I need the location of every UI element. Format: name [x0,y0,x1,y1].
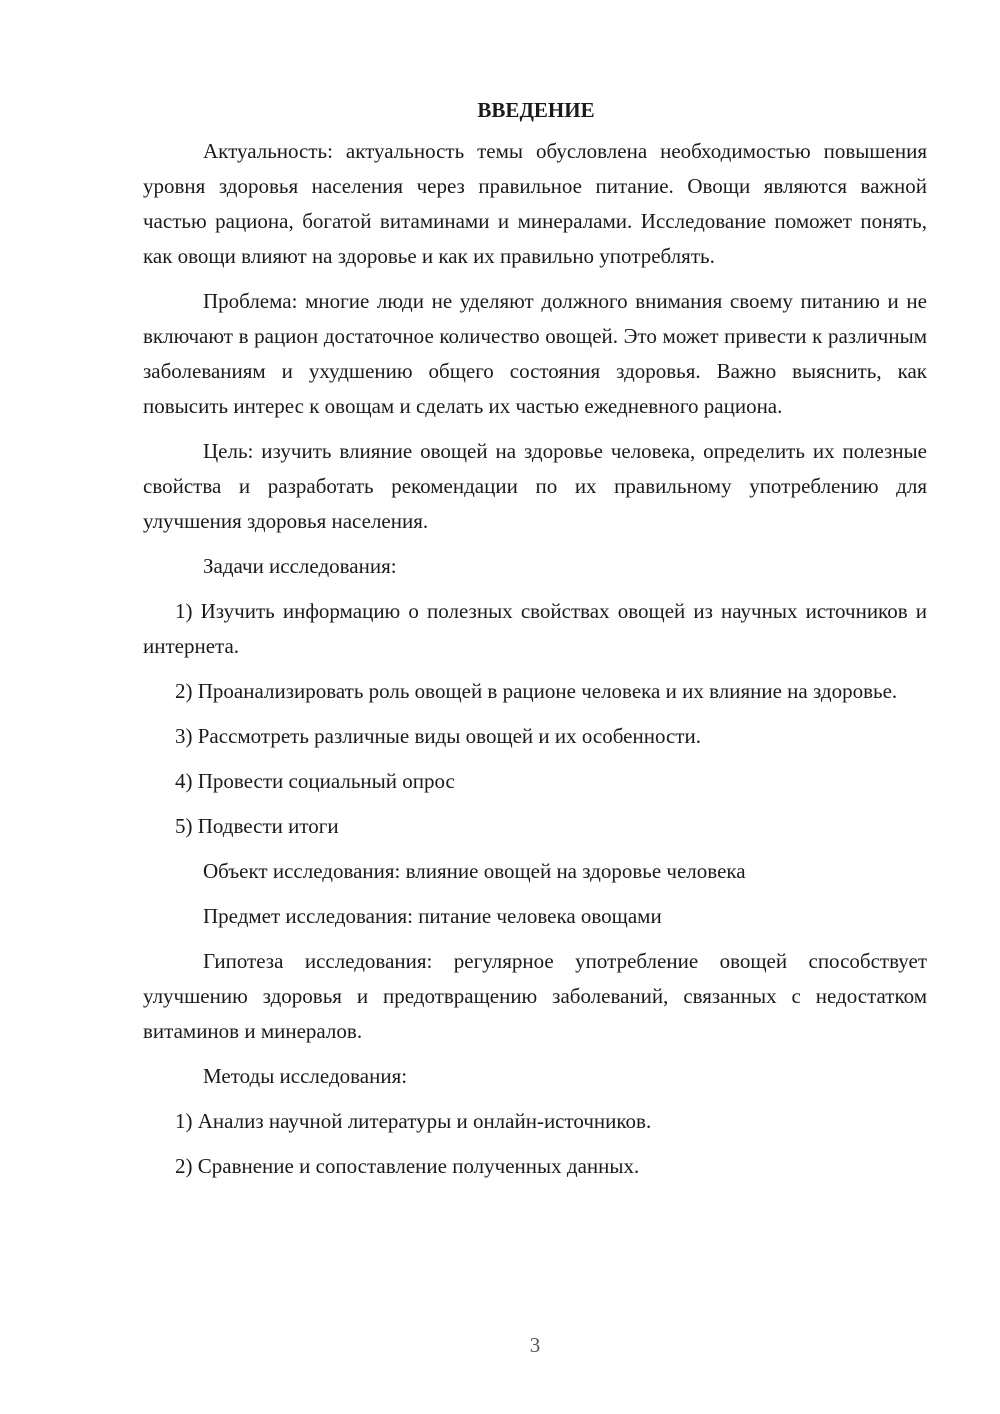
task-item: 1) Изучить информацию о полезных свойствах овощей из научных источников и интернета. [143,599,927,658]
tasks-heading: Задачи исследования: [203,554,397,578]
task-item: 3) Рассмотреть различные виды овощей и их особенности. [175,724,701,748]
method-item: 1) Анализ научной литературы и онлайн-источников. [175,1109,652,1133]
task-item: 4) Провести социальный опрос [175,769,455,793]
method-item: 2) Сравнение и сопоставление полученных данных. [175,1154,640,1178]
document-body [143,93,927,1194]
goal-paragraph: Цель: изучить влияние овощей на здоровье человека, определить их полезные свойства и разработать рекомендации по их правильному употреблению для улучшения здоровья населения. [143,439,927,533]
page-number: 3 [529,1333,541,1357]
object-line: Объект исследования: влияние овощей на здоровье человека [203,859,746,883]
section-title: ВВЕДЕНИЕ [477,98,595,122]
methods-heading: Методы исследования: [203,1064,408,1088]
task-item: 2) Проанализировать роль овощей в рационе человека и их влияние на здоровье. [175,679,898,703]
subject-line: Предмет исследования: питание человека овощами [203,904,662,928]
relevance-paragraph: Актуальность: актуальность темы обусловлена необходимостью повышения уровня здоровья населения через правильное питание. Овощи являются важной частью рациона, богатой витаминами и минералами. Исследование поможет понять, как овощи влияют на здоровье и как их правильно употреблять. [143,139,927,268]
task-item: 5) Подвести итоги [175,814,339,838]
hypothesis-paragraph: Гипотеза исследования: регулярное употребление овощей способствует улучшению здоровья и предотвращению заболеваний, связанных с недостатком витаминов и минералов. [143,949,927,1043]
problem-paragraph: Проблема: многие люди не уделяют должного внимания своему питанию и не включают в рацион достаточное количество овощей. Это может привести к различным заболеваниям и ухудшению общего состояния здоровья. Важно выяснить, как повысить интерес к овощам и сделать их частью ежедневного рациона. [143,289,927,418]
